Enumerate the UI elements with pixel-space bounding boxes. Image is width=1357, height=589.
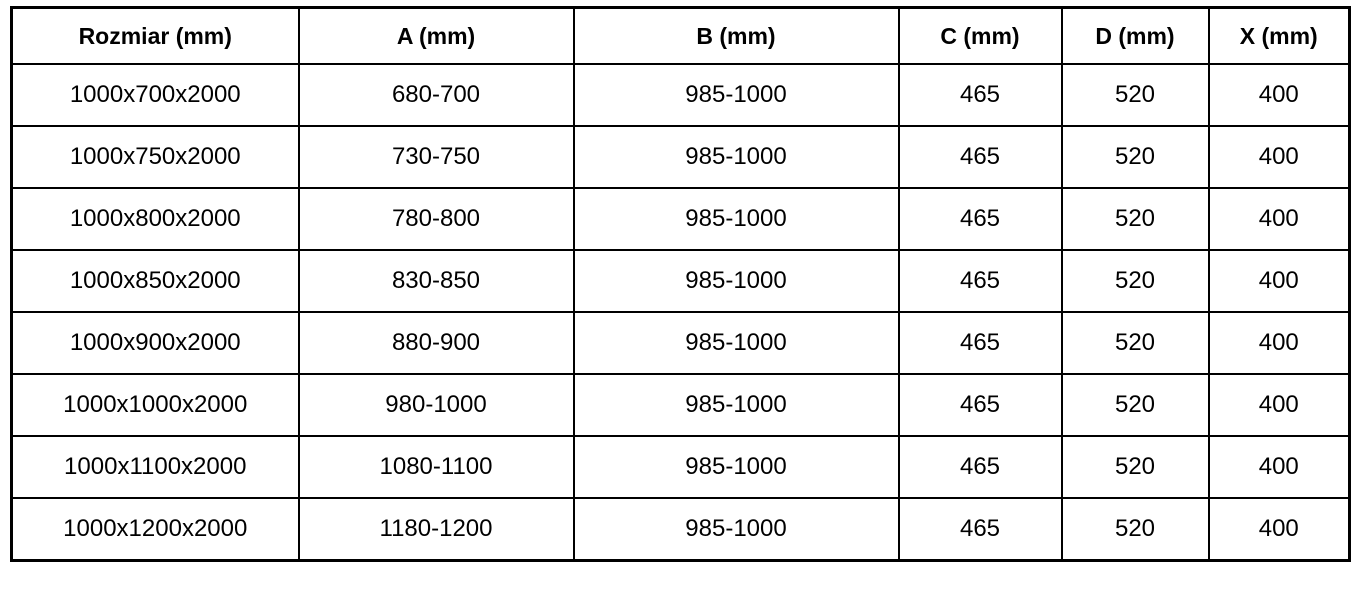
table-cell: 400	[1209, 374, 1350, 436]
table-cell: 400	[1209, 64, 1350, 126]
table-cell: 400	[1209, 312, 1350, 374]
table-row	[12, 312, 1350, 374]
table-cell: 1000x850x2000	[12, 250, 299, 312]
table-header	[12, 8, 1350, 65]
table-cell: 985-1000	[574, 126, 899, 188]
table-cell: 830-850	[299, 250, 574, 312]
table-cell: 520	[1062, 498, 1209, 561]
table-cell: 465	[899, 188, 1062, 250]
table-cell: 400	[1209, 436, 1350, 498]
table-cell: 1000x1200x2000	[12, 498, 299, 561]
table-cell: 985-1000	[574, 250, 899, 312]
table-row	[12, 64, 1350, 126]
table-cell: 465	[899, 498, 1062, 561]
table-cell: 400	[1209, 250, 1350, 312]
table-cell: 465	[899, 436, 1062, 498]
table-cell: 1000x700x2000	[12, 64, 299, 126]
table-cell: 520	[1062, 312, 1209, 374]
table-cell: 680-700	[299, 64, 574, 126]
table-cell: 985-1000	[574, 188, 899, 250]
table-cell: 980-1000	[299, 374, 574, 436]
table-row	[12, 250, 1350, 312]
table-body	[12, 64, 1350, 561]
table-cell: 520	[1062, 436, 1209, 498]
table-cell: 1000x900x2000	[12, 312, 299, 374]
table-cell: 985-1000	[574, 498, 899, 561]
table-cell: 520	[1062, 250, 1209, 312]
table-cell: 520	[1062, 64, 1209, 126]
table-cell: 780-800	[299, 188, 574, 250]
column-header-d: D (mm)	[1062, 8, 1209, 65]
table-row	[12, 188, 1350, 250]
table-cell: 400	[1209, 126, 1350, 188]
table-cell: 730-750	[299, 126, 574, 188]
table-cell: 1080-1100	[299, 436, 574, 498]
table-cell: 465	[899, 64, 1062, 126]
table-cell: 1000x800x2000	[12, 188, 299, 250]
table-cell: 465	[899, 312, 1062, 374]
table-cell: 520	[1062, 126, 1209, 188]
column-header-x: X (mm)	[1209, 8, 1350, 65]
table-cell: 520	[1062, 188, 1209, 250]
table-row	[12, 374, 1350, 436]
table-row	[12, 436, 1350, 498]
table-cell: 465	[899, 126, 1062, 188]
table-cell: 465	[899, 250, 1062, 312]
table-cell: 985-1000	[574, 64, 899, 126]
table-cell: 1180-1200	[299, 498, 574, 561]
table-row	[12, 498, 1350, 561]
column-header-a: A (mm)	[299, 8, 574, 65]
header-row	[12, 8, 1350, 65]
table-cell: 880-900	[299, 312, 574, 374]
column-header-rozmiar: Rozmiar (mm)	[12, 8, 299, 65]
table-cell: 400	[1209, 188, 1350, 250]
column-header-b: B (mm)	[574, 8, 899, 65]
table-cell: 465	[899, 374, 1062, 436]
table-cell: 1000x1000x2000	[12, 374, 299, 436]
column-header-c: C (mm)	[899, 8, 1062, 65]
table-cell: 1000x750x2000	[12, 126, 299, 188]
table-cell: 985-1000	[574, 436, 899, 498]
table-cell: 400	[1209, 498, 1350, 561]
table-cell: 520	[1062, 374, 1209, 436]
size-table	[10, 6, 1351, 562]
table-cell: 985-1000	[574, 374, 899, 436]
table-cell: 985-1000	[574, 312, 899, 374]
table-cell: 1000x1100x2000	[12, 436, 299, 498]
table-row	[12, 126, 1350, 188]
